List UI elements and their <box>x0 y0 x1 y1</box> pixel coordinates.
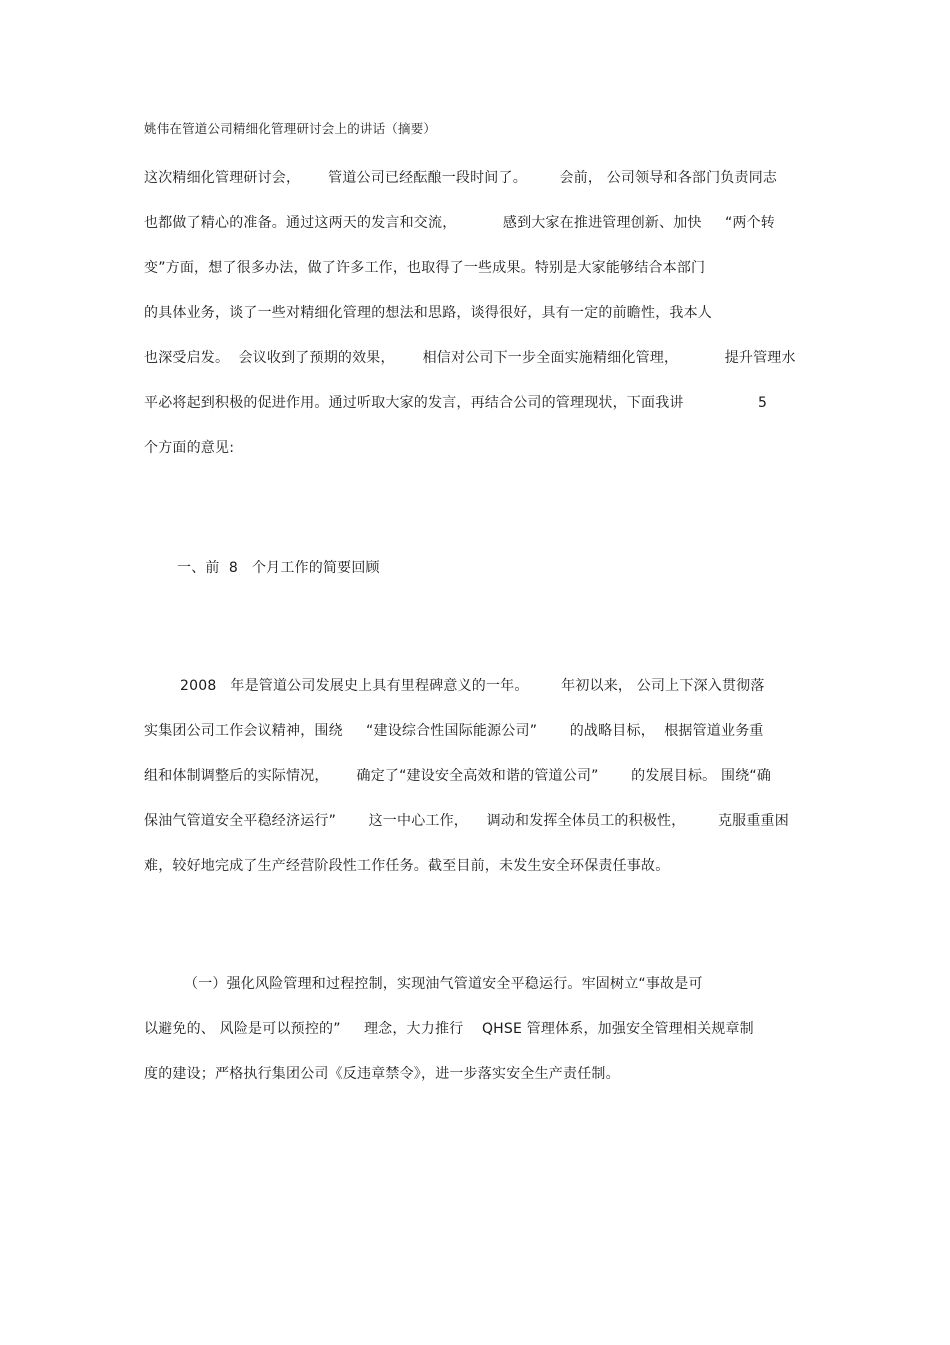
section-paragraph-line-5: 难，较好地完成了生产经营阶段性工作任务。截至目前，未发生安全环保责任事故。 <box>144 858 670 874</box>
intro-line-2: 也都做了精心的准备。通过这两天的发言和交流， 感到大家在推进管理创新、加快 “两个转 <box>144 215 776 231</box>
subsection-line-3: 度的建设；严格执行集团公司《反违章禁令》，进一步落实安全生产责任制。 <box>144 1066 620 1082</box>
section-paragraph-line-1: 2008 年是管道公司发展史上具有里程碑意义的一年。 年初以来， 公司上下深入贯彻落 <box>180 678 765 694</box>
intro-line-7: 个方面的意见: <box>144 440 235 456</box>
section-paragraph-line-3: 组和体制调整后的实际情况， 确定了“建设安全高效和谐的管道公司” 的发展目标。 围绕“确 <box>144 768 772 784</box>
section-paragraph-line-4: 保油气管道安全平稳经济运行” 这一中心工作， 调动和发挥全体员工的积极性， 克服重重困 <box>144 813 789 829</box>
intro-line-4: 的具体业务，谈了一些对精细化管理的想法和思路，谈得很好，具有一定的前瞻性，我本人 <box>144 305 712 321</box>
intro-line-5: 也深受启发。 会议收到了预期的效果， 相信对公司下一步全面实施精细化管理， 提升管理水 <box>144 350 796 366</box>
intro-line-3: 变”方面，想了很多办法，做了许多工作，也取得了一些成果。特别是大家能够结合本部门 <box>144 260 706 276</box>
section-heading: 一、前 8 个月工作的简要回顾 <box>177 560 380 576</box>
intro-line-6: 平必将起到积极的促进作用。通过听取大家的发言，再结合公司的管理现状，下面我讲 5 <box>144 395 768 411</box>
subsection-line-2: 以避免的、 风险是可以预控的” 理念，大力推行 QHSE 管理体系，加强安全管理相关规章制 <box>144 1021 754 1037</box>
subsection-line-1: （一）强化风险管理和过程控制，实现油气管道安全平稳运行。牢固树立“事故是可 <box>184 976 703 992</box>
section-paragraph-line-2: 实集团公司工作会议精神，围绕 “建设综合性国际能源公司” 的战略目标， 根据管道业务重 <box>144 723 764 739</box>
intro-line-1: 这次精细化管理研讨会， 管道公司已经酝酿一段时间了。 会前， 公司领导和各部门负责同志 <box>144 170 778 186</box>
document-title: 姚伟在管道公司精细化管理研讨会上的讲话（摘要） <box>144 121 437 136</box>
